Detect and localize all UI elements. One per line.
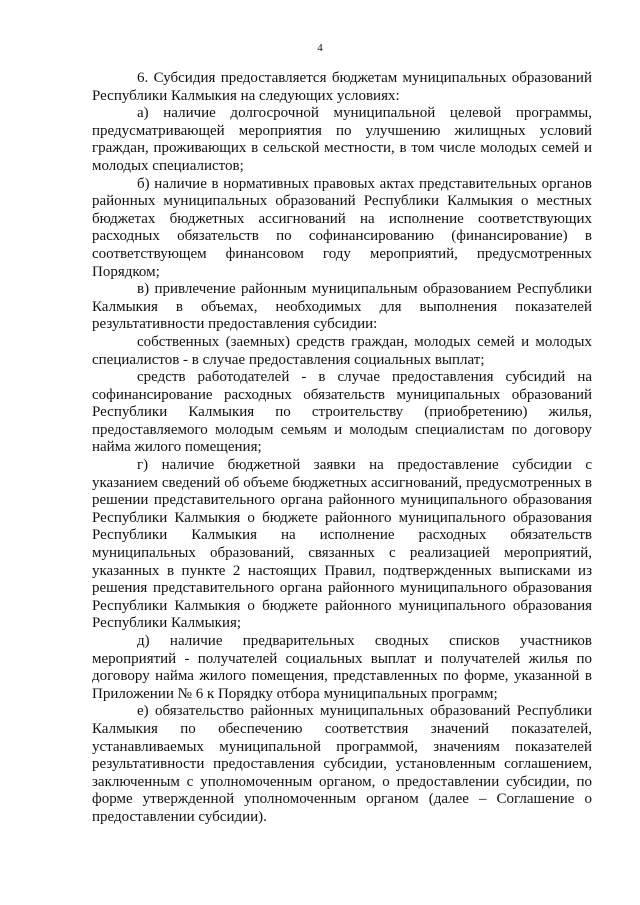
paragraph-condition-d: д) наличие предварительных сводных списков участников мероприятий - получателей социальных выплат и получателей жилья по договору найма жилого помещения, представленных по форме, указанной в Приложении № 6 к Порядку отбора муниципальных программ; xyxy=(92,633,592,702)
paragraph-employer-funds: средств работодателей - в случае предоставления субсидий на софинансирование расходных обязательств муниципальных образований Республики Калмыкия по строительству (приобретению) жилья, предоставляемого молодым семьям и молодым специалистам по договору найма жилого помещения; xyxy=(92,369,592,456)
paragraph-condition-b: б) наличие в нормативных правовых актах представительных органов районных муниципальных образований Республики Калмыкия о местных бюджетах бюджетных ассигнований на исполнение соответствующих расходных обязательств по софинансированию (финансирование) в соответствующем финансовом году мероприятий, предусмотренных Порядком; xyxy=(92,175,592,280)
paragraph-condition-v: в) привлечение районным муниципальным образованием Республики Калмыкия в объемах, необходимых для выполнения показателей результативности предоставления субсидии: xyxy=(92,281,592,333)
paragraph-own-funds: собственных (заемных) средств граждан, молодых семей и молодых специалистов - в случае предоставления социальных выплат; xyxy=(92,333,592,368)
document-body xyxy=(92,70,592,827)
paragraph-condition-g: г) наличие бюджетной заявки на предоставление субсидии с указанием сведений об объеме бюджетных ассигнований, предусмотренных в решении представительного органа районного муниципального образования Республики Калмыкия о бюджете районного муниципального образования Республики Калмыкия на исполнение расходных обязательств муниципальных образований, связанных с реализацией мероприятий, указанных в пункте 2 настоящих Правил, подтвержденных выписками из решения представительного органа районного муниципального образования Республики Калмыкия о бюджете районного муниципального образования Республики Калмыкия; xyxy=(92,457,592,632)
paragraph-condition-e: е) обязательство районных муниципальных образований Республики Калмыкия по обеспечению соответствия значений показателей, устанавливаемых муниципальной программой, значениям показателей результативности предоставления субсидии, установленным соглашением, заключенным с уполномоченным органом, о предоставлении субсидии, по форме утвержденной уполномоченным органом (далее – Соглашение о предоставлении субсидии). xyxy=(92,703,592,825)
paragraph-item-6: 6. Субсидия предоставляется бюджетам муниципальных образований Республики Калмыкия на следующих условиях: xyxy=(92,70,592,104)
page-number: 4 xyxy=(317,42,323,54)
paragraph-condition-a: а) наличие долгосрочной муниципальной целевой программы, предусматривающей мероприятия по улучшению жилищных условий граждан, проживающих в сельской местности, в том числе молодых семей и молодых специалистов; xyxy=(92,105,592,174)
